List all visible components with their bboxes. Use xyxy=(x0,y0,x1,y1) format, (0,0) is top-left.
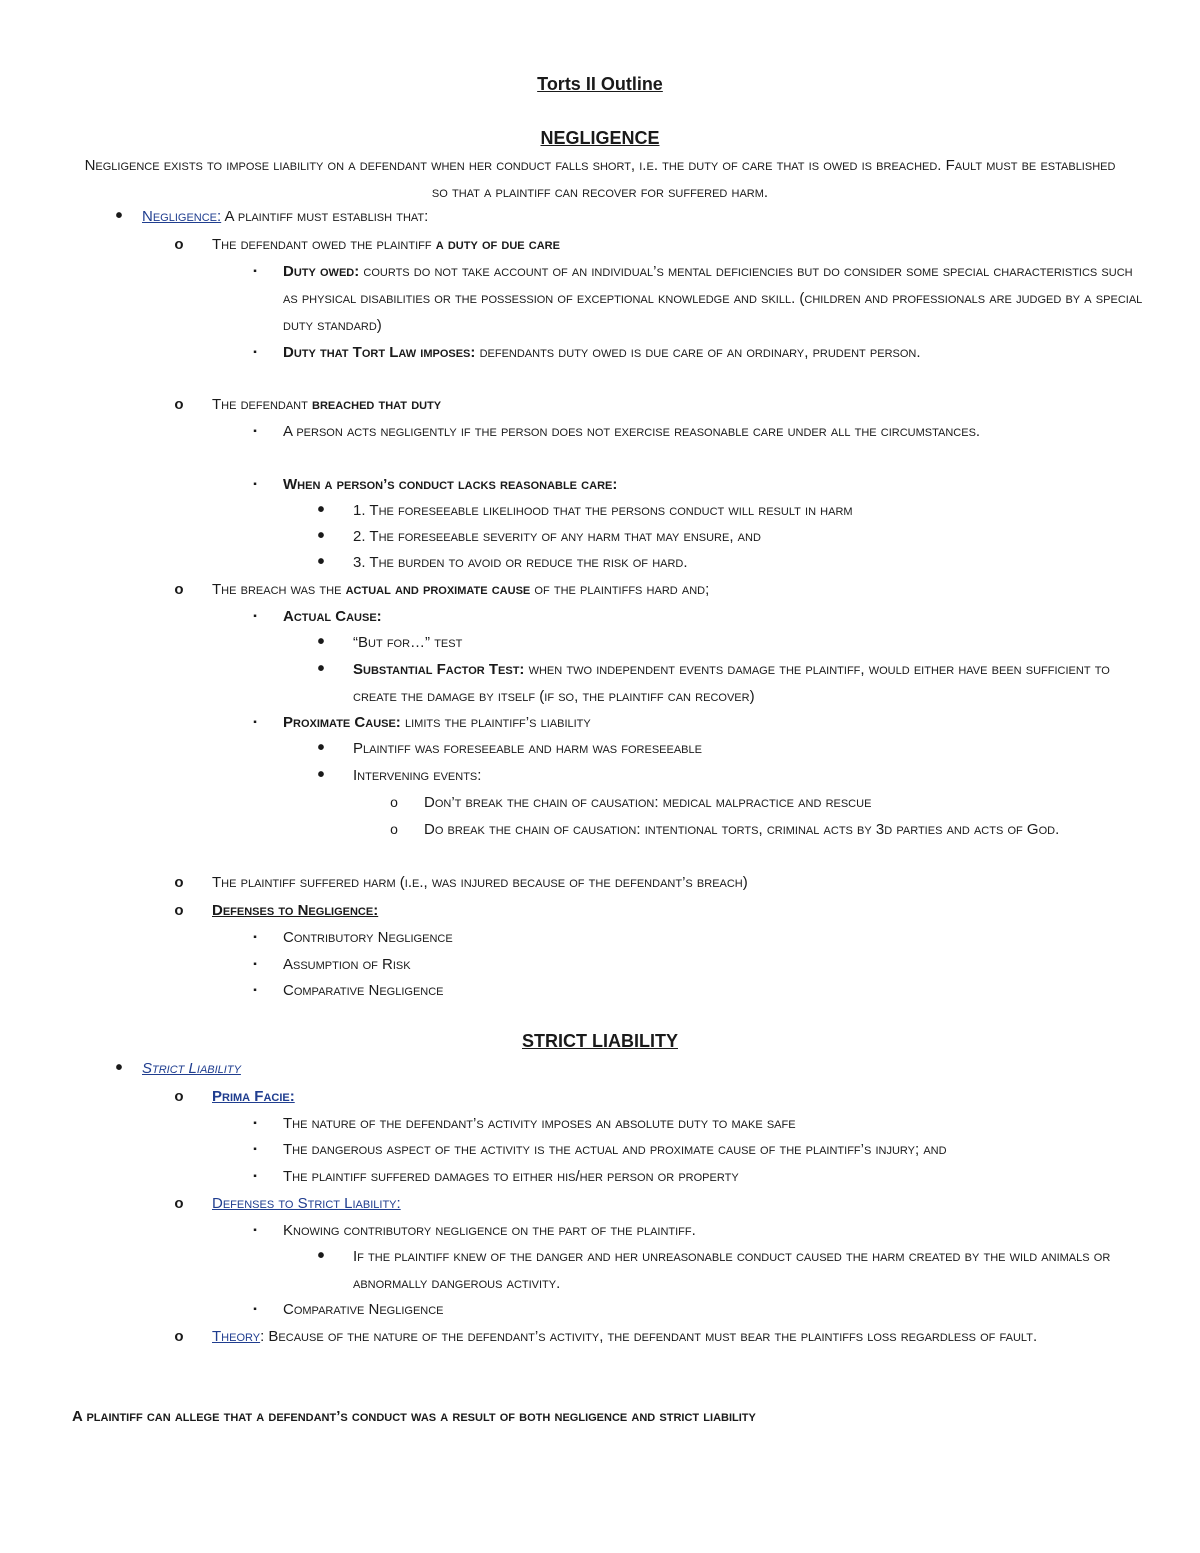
duty-owed xyxy=(283,258,1143,339)
negligence-intro: Negligence exists to impose liability on a defendant when her conduct falls short, i.e. the duty of care that is owed is breached. Fault must be established so that a plaintiff can recover for suffered harm. xyxy=(84,157,1116,201)
prima-facie-label: Prima Facie: xyxy=(212,1088,295,1105)
document-title: Torts II Outline xyxy=(537,74,663,94)
element-4: The plaintiff suffered harm (i.e., was injured because of the defendant’s breach) xyxy=(212,874,748,891)
negligence-bullet-text: A plaintiff must establish that: xyxy=(221,208,429,225)
dont-break-chain: Don’t break the chain of causation: medical malpractice and rescue xyxy=(424,794,872,811)
bullet-marker: • xyxy=(317,658,325,680)
circle-marker: o xyxy=(174,874,184,891)
circle-marker: o xyxy=(174,1088,184,1105)
strict-liability-heading: STRICT LIABILITY xyxy=(522,1031,678,1051)
negligence-label: Negligence: xyxy=(142,208,222,225)
negligence-bullet xyxy=(142,203,428,230)
bullet-marker: • xyxy=(317,1245,325,1267)
negligence-heading: NEGLIGENCE xyxy=(540,128,660,148)
circle-marker: o xyxy=(390,794,398,810)
element-1-text: The defendant owed the plaintiff xyxy=(212,236,432,253)
square-marker: ▪ xyxy=(253,1304,257,1315)
prima-facie-3: The plaintiff suffered damages to either his/her person or property xyxy=(283,1168,739,1185)
closing-statement: A plaintiff can allege that a defendant’s conduct was a result of both negligence and strict liability xyxy=(72,1408,756,1425)
theory xyxy=(212,1323,1092,1350)
square-marker: ▪ xyxy=(253,266,257,277)
square-marker: ▪ xyxy=(253,717,257,728)
square-marker: ▪ xyxy=(253,426,257,437)
element-2-text: The defendant xyxy=(212,396,313,413)
square-marker: ▪ xyxy=(253,1144,257,1155)
element-3-text-a: The breach was the xyxy=(212,581,346,598)
square-marker: ▪ xyxy=(253,1171,257,1182)
prima-facie-1: The nature of the defendant’s activity imposes an absolute duty to make safe xyxy=(283,1115,796,1132)
element-1 xyxy=(212,231,560,258)
square-marker: ▪ xyxy=(253,959,257,970)
defense-comparative: Comparative Negligence xyxy=(283,982,444,999)
duty-tort-label: Duty that Tort Law imposes: xyxy=(283,344,476,361)
element-2-bold: breached that duty xyxy=(312,396,442,413)
circle-marker: o xyxy=(174,396,184,413)
bullet-marker: • xyxy=(317,525,325,547)
theory-text: : Because of the nature of the defendant’s activity, the defendant must bear the plaintiffs loss regardless of fault. xyxy=(260,1328,1038,1345)
element-3 xyxy=(212,576,709,603)
bullet-marker: • xyxy=(115,1057,123,1079)
factor-1: 1. The foreseeable likelihood that the persons conduct will result in harm xyxy=(353,502,853,519)
strict-defense-1a: If the plaintiff knew of the danger and her unreasonable conduct caused the harm created by the wild animals or abnormally dangerous activity. xyxy=(353,1248,1111,1292)
negligence-defenses-label: Defenses to Negligence: xyxy=(212,902,379,919)
bullet-marker: • xyxy=(115,205,123,227)
bullet-marker: • xyxy=(317,551,325,573)
substantial-factor xyxy=(353,656,1143,710)
element-3-bold: actual and proximate cause xyxy=(345,581,531,598)
but-for-test: “But for…” test xyxy=(353,634,463,651)
factor-2: 2. The foreseeable severity of any harm that may ensure, and xyxy=(353,528,761,545)
strict-defense-1: Knowing contributory negligence on the part of the plaintiff. xyxy=(283,1222,696,1239)
bullet-marker: • xyxy=(317,737,325,759)
square-marker: ▪ xyxy=(253,347,257,358)
element-3-text-c: of the plaintiffs hard and; xyxy=(530,581,710,598)
square-marker: ▪ xyxy=(253,479,257,490)
substantial-factor-text: when two independent events damage the plaintiff, would either have been sufficient to create the damage by itself (if so, the plaintiff can recover) xyxy=(353,661,1110,705)
square-marker: ▪ xyxy=(253,932,257,943)
element-1-bold: a duty of due care xyxy=(431,236,560,253)
defense-contributory: Contributory Negligence xyxy=(283,929,453,946)
factor-3: 3. The burden to avoid or reduce the risk of hard. xyxy=(353,554,688,571)
bullet-marker: • xyxy=(317,499,325,521)
duty-tort-text: defendants duty owed is due care of an ordinary, prudent person. xyxy=(475,344,921,361)
substantial-factor-label: Substantial Factor Test: xyxy=(353,661,525,678)
bullet-marker: • xyxy=(317,631,325,653)
circle-marker: o xyxy=(390,821,398,837)
square-marker: ▪ xyxy=(253,1118,257,1129)
circle-marker: o xyxy=(174,1328,184,1345)
intervening-events: Intervening events: xyxy=(353,767,482,784)
circle-marker: o xyxy=(174,581,184,598)
do-break-chain: Do break the chain of causation: intentional torts, criminal acts by 3d parties and acts of God. xyxy=(424,821,1060,838)
square-marker: ▪ xyxy=(253,985,257,996)
strict-liability-label: Strict Liability xyxy=(142,1060,241,1077)
actual-cause-label: Actual Cause: xyxy=(283,608,382,625)
proximate-cause xyxy=(283,709,591,736)
theory-label: Theory xyxy=(212,1328,261,1345)
lacks-care-label: When a person’s conduct lacks reasonable care: xyxy=(283,476,618,493)
foreseeable-item: Plaintiff was foreseeable and harm was foreseeable xyxy=(353,740,702,757)
defense-assumption: Assumption of Risk xyxy=(283,956,411,973)
square-marker: ▪ xyxy=(253,611,257,622)
breach-definition: A person acts negligently if the person does not exercise reasonable care under all the circumstances. xyxy=(283,423,981,440)
square-marker: ▪ xyxy=(253,1225,257,1236)
circle-marker: o xyxy=(174,1195,184,1212)
strict-defense-2: Comparative Negligence xyxy=(283,1301,444,1318)
proximate-cause-text: limits the plaintiff’s liability xyxy=(400,714,591,731)
bullet-marker: • xyxy=(317,764,325,786)
circle-marker: o xyxy=(174,902,184,919)
strict-defenses-label: Defenses to Strict Liability: xyxy=(212,1195,401,1212)
element-2 xyxy=(212,391,441,418)
duty-owed-text: courts do not take account of an individual’s mental deficiencies but do consider some special characteristics such as physical disabilities or the possession of exceptional knowledge and skill. (children and professionals are judged by a special duty standard) xyxy=(283,263,1143,334)
prima-facie-2: The dangerous aspect of the activity is the actual and proximate cause of the plaintiff’s injury; and xyxy=(283,1141,947,1158)
duty-owed-label: Duty owed: xyxy=(283,263,360,280)
proximate-cause-label: Proximate Cause: xyxy=(283,714,401,731)
circle-marker: o xyxy=(174,236,184,253)
duty-tort-law xyxy=(283,339,921,366)
